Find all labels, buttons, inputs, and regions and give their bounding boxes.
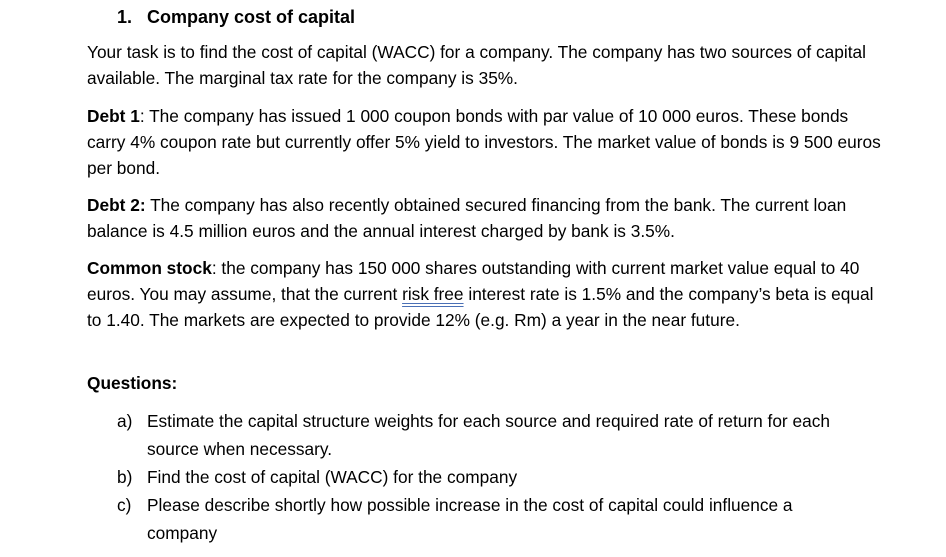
spellcheck-flagged-word[interactable]: risk free [402,284,464,304]
questions-list [117,407,857,547]
list-item-label: c) [117,495,132,515]
list-item [117,407,857,463]
common-stock-text-before: : the company has 150 000 shares outstanding with current market value equal to 40 euros. You may assume, that the current [87,258,860,304]
debt2-label: Debt 2: [87,195,146,215]
section-number: 1. [117,7,133,27]
questions-heading: Questions: [87,373,178,393]
common-stock-paragraph [87,255,887,333]
debt1-label: Debt 1 [87,106,140,126]
list-item-text: Find the cost of capital (WACC) for the company [147,467,518,487]
list-item-label: b) [117,467,133,487]
debt2-text: The company has also recently obtained secured financing from the bank. The current loan balance is 4.5 million euros and the annual interest charged by bank is 3.5%. [87,195,847,241]
debt2-paragraph [87,192,887,244]
list-item [117,463,857,491]
intro-paragraph: Your task is to find the cost of capital (WACC) for a company. The company has two sources of capital available. The marginal tax rate for the company is 35%. [87,42,866,88]
list-item-label: a) [117,411,133,431]
list-item [117,491,857,547]
section-title: Company cost of capital [147,7,356,27]
list-item-text: Estimate the capital structure weights for each source and required rate of return for each source when necessary. [147,411,830,459]
common-stock-label: Common stock [87,258,212,278]
debt1-text: : The company has issued 1 000 coupon bonds with par value of 10 000 euros. These bonds carry 4% coupon rate but currently offer 5% yield to investors. The market value of bonds is 9 500 euros per bond. [87,106,881,178]
debt1-paragraph [87,103,887,181]
section-heading [117,4,355,30]
list-item-text: Please describe shortly how possible increase in the cost of capital could influence a company [147,495,793,543]
common-stock-text-after: interest rate is 1.5% and the company’s beta is equal to 1.40. The markets are expected to provide 12% (e.g. Rm) a year in the near future. [87,284,874,330]
